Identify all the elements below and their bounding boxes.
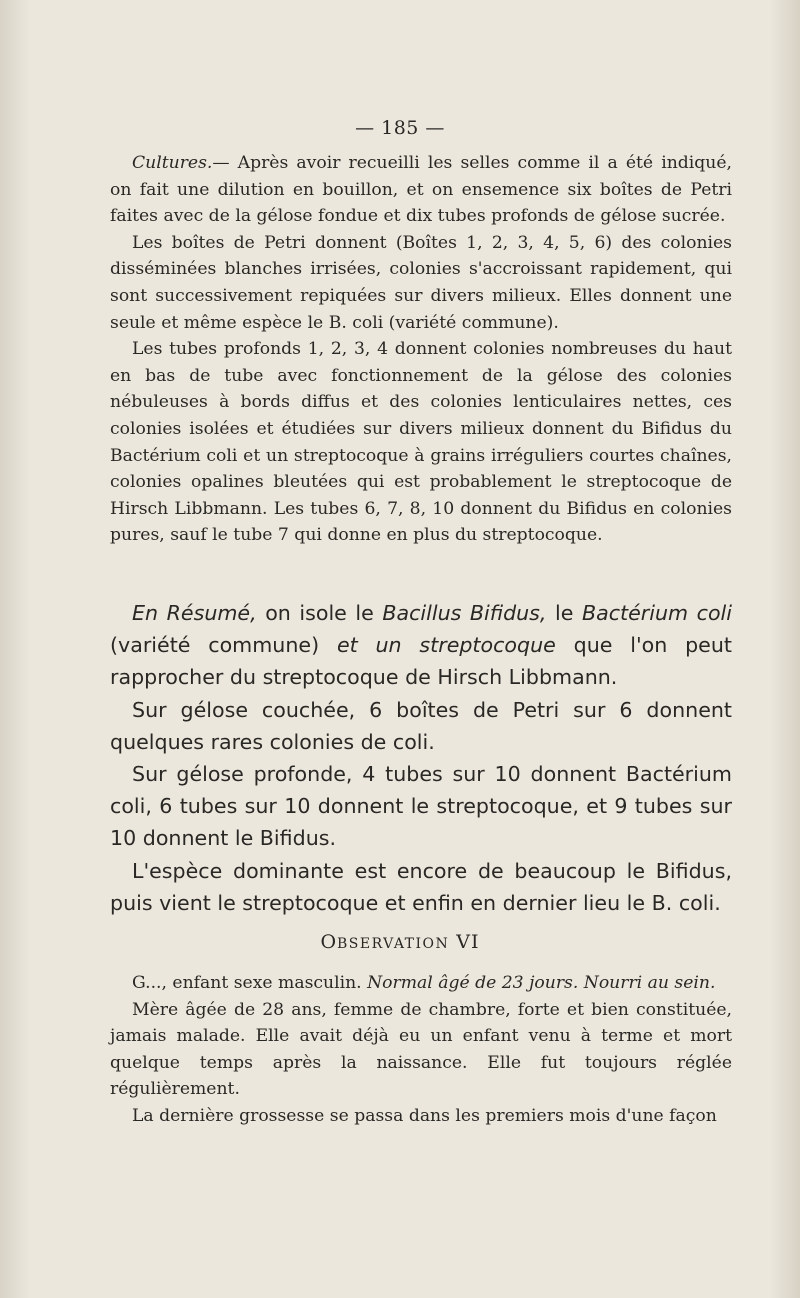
cultures-label: Cultures. xyxy=(132,153,213,173)
observation-section xyxy=(110,970,732,1130)
patient-details: Normal âgé de 23 jours. Nourri au sein. xyxy=(367,973,716,993)
observation-number: VI xyxy=(449,931,480,953)
resume-label: En Résumé, xyxy=(132,601,257,625)
grossesse-paragraph: La dernière grossesse se passa dans les premiers mois d'une façon xyxy=(132,1105,717,1126)
bacterium-name: Bactérium coli xyxy=(581,601,732,625)
resume-text-1: on isole le xyxy=(256,601,383,625)
observation-initial: O xyxy=(320,931,338,953)
page-number: — 185 — xyxy=(355,117,445,139)
bacillus-name: Bacillus Bifidus, xyxy=(382,601,547,625)
cultures-paragraph xyxy=(110,150,732,230)
resume-text-4: que l'on peut rapprocher du streptocoque de Hirsch Libbmann. xyxy=(110,633,732,690)
observation-word: BSERVATION xyxy=(337,936,450,952)
resume-paragraph xyxy=(110,597,732,694)
summary-section xyxy=(110,597,732,919)
cultures-section xyxy=(110,150,732,549)
petri-paragraph: Les boîtes de Petri donnent (Boîtes 1, 2, 3, 4, 5, 6) des colonies disséminées blanches irrisées, colonies s'accroissant rapidement, qui sont successivement repiquées sur divers milieux. Elles donnent une seule et même espèce le B. coli (variété commune). xyxy=(110,232,732,333)
patient-paragraph xyxy=(110,970,732,997)
gelose-couchee-paragraph: Sur gélose couchée, 6 boîtes de Petri sur 6 donnent quelques rares colonies de coli. xyxy=(110,697,732,754)
cultures-text: — Après avoir recueilli les selles comme il a été indiqué, on fait une dilution en bouillon, et on ensemence six boîtes de Petri faites avec de la gélose fondue et dix tubes profonds de gélose sucrée. xyxy=(110,153,732,227)
tubes-paragraph: Les tubes profonds 1, 2, 3, 4 donnent colonies nombreuses du haut en bas de tube avec fonctionnement de la gélose des colonies nébuleuses à bords diffus et des colonies lenticulaires nettes, ces colonies isolées et étudiées sur divers milieux donnent du Bifidus du Bactérium coli et un streptocoque à grains irréguliers courtes chaînes, colonies opalines bleutées qui est probablement le streptocoque de Hirsch Libbmann. Les tubes 6, 7, 8, 10 donnent du Bifidus en colonies pures, sauf le tube 7 qui donne en plus du streptocoque. xyxy=(110,339,732,546)
gelose-profonde-paragraph: Sur gélose profonde, 4 tubes sur 10 donnent Bactérium coli, 6 tubes sur 10 donnent le streptocoque, et 9 tubes sur 10 donnent le Bifidus. xyxy=(110,762,732,851)
espece-dominante-paragraph: L'espèce dominante est encore de beaucoup le Bifidus, puis vient le streptocoque et enfin en dernier lieu le B. coli. xyxy=(110,858,732,915)
observation-heading xyxy=(0,931,800,953)
mere-paragraph: Mère âgée de 28 ans, femme de chambre, forte et bien constituée, jamais malade. Elle avait déjà eu un enfant venu à terme et mort quelque temps après la naissance. Elle fut toujours réglée régulièrement. xyxy=(110,999,732,1100)
resume-text-3: (variété commune) xyxy=(110,633,337,658)
streptocoque-name: et un streptocoque xyxy=(336,633,556,658)
resume-text-2: le xyxy=(546,601,582,625)
patient-intro: G..., enfant sexe masculin. xyxy=(132,973,368,993)
